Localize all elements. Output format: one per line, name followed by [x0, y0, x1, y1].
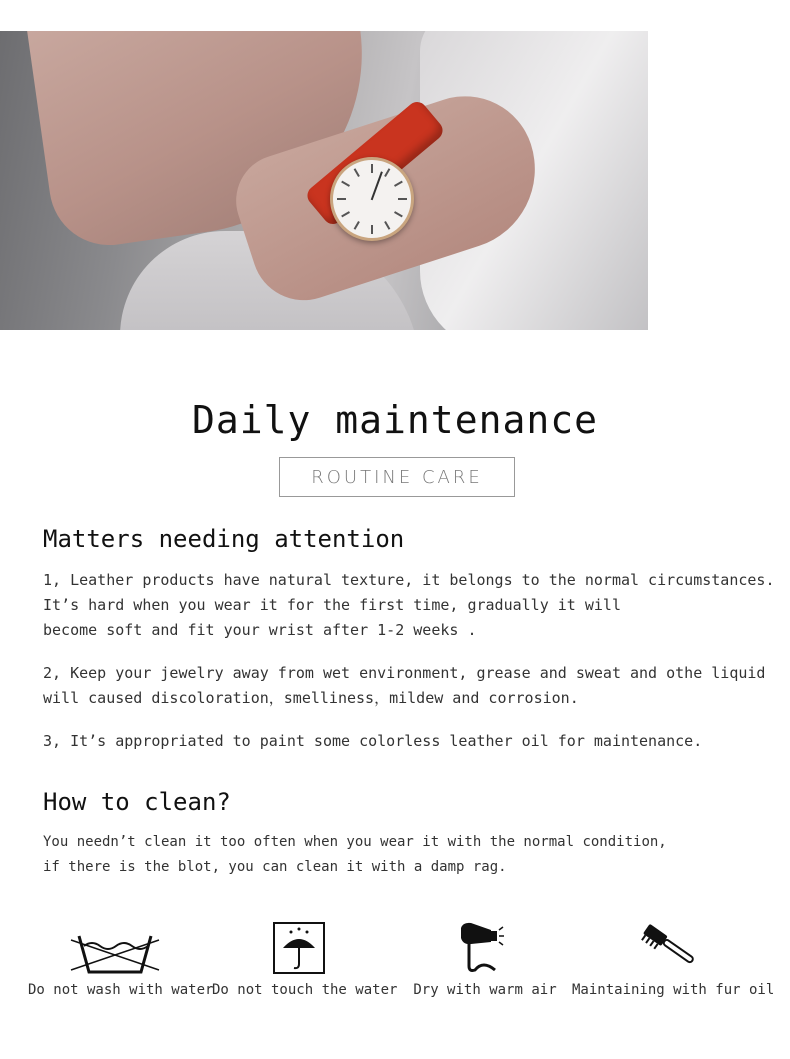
hero-watch-photo — [0, 31, 648, 330]
care-label-no-wash: Do not wash with water — [28, 982, 214, 998]
brush-icon — [637, 920, 697, 976]
care-label-fur-oil: Maintaining with fur oil — [572, 982, 775, 998]
care-item-no-water — [212, 920, 398, 1010]
clean-text: You needn’t clean it too often when you wear it with the normal condition, if there is the blot, you can clean it with a damp rag. — [43, 834, 667, 875]
care-label-no-water: Do not touch the water — [212, 982, 398, 998]
attention-heading: Matters needing attention — [43, 525, 405, 553]
clean-heading: How to clean? — [43, 788, 231, 816]
hair-dryer-icon — [455, 920, 515, 976]
subtitle-box — [279, 457, 515, 497]
attention-item-3: 3, It’s appropriated to paint some colorless leather oil for maintenance. — [43, 732, 703, 750]
no-wash-icon — [67, 920, 163, 976]
care-label-warm-air: Dry with warm air — [413, 982, 557, 998]
care-item-warm-air — [410, 920, 560, 1010]
care-item-fur-oil — [572, 920, 775, 1010]
section-title: Daily maintenance — [192, 398, 598, 442]
attention-item-1: 1, Leather products have natural texture, it belongs to the normal circumstances. It’s hard when you wear it for the first time, gradually it will become soft and fit your wrist after 1-2 weeks . — [43, 571, 775, 639]
watch-face — [330, 157, 414, 241]
attention-item-2: 2, Keep your jewelry away from wet environment, grease and sweat and othe liquid will caused discoloration，smelliness，mildew and corrosion. — [43, 664, 766, 707]
care-icons-row — [0, 920, 790, 1010]
no-water-umbrella-icon — [271, 920, 327, 976]
care-item-no-wash — [28, 920, 214, 1010]
subtitle-label: ROUTINE CARE — [311, 467, 483, 488]
